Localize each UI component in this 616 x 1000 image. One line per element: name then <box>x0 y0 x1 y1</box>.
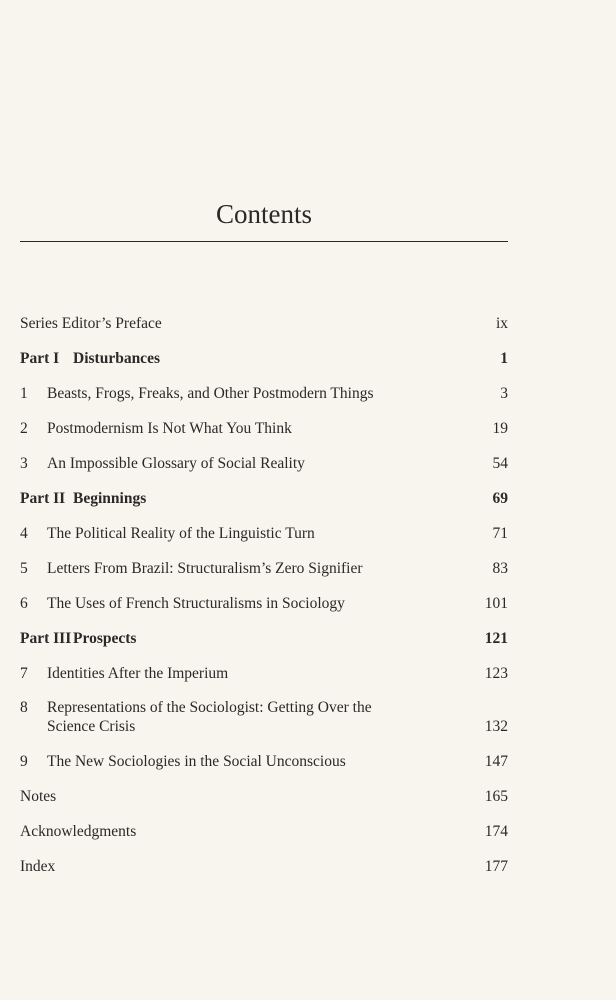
toc-entry-title: Postmodernism Is Not What You Think <box>47 420 292 437</box>
toc-entry-title: Index <box>20 858 56 875</box>
toc-entry-page: 123 <box>484 665 508 682</box>
toc-chapter-8[interactable] <box>20 698 508 736</box>
toc-entry-page: 54 <box>492 455 508 472</box>
toc-chapter-4[interactable] <box>20 524 508 543</box>
toc-entry-page: 101 <box>484 595 508 612</box>
toc-entry-page: 132 <box>484 718 508 735</box>
toc-chapter-number: 9 <box>20 753 28 770</box>
toc-entry-title: Letters From Brazil: Structuralism’s Zero Signifier <box>47 560 363 577</box>
toc-entry-page: 121 <box>484 630 508 647</box>
toc-entry-title: Series Editor’s Preface <box>20 315 162 332</box>
toc-entry-page: 147 <box>484 753 508 770</box>
toc-chapter-2[interactable] <box>20 419 508 438</box>
toc-chapter-number: 2 <box>20 420 28 437</box>
toc-chapter-number: 3 <box>20 455 28 472</box>
toc-entry-title: Representations of the Sociologist: Getting Over the <box>47 699 372 716</box>
toc-entry-title: An Impossible Glossary of Social Reality <box>47 455 305 472</box>
toc-chapter-5[interactable] <box>20 559 508 578</box>
toc-part-label: Part III <box>20 630 72 647</box>
toc-part-title: Prospects <box>73 630 137 647</box>
toc-entry-title: The Uses of French Structuralisms in Sociology <box>47 595 345 612</box>
toc-entry-page: 71 <box>492 525 508 542</box>
toc-entry-page: 83 <box>492 560 508 577</box>
toc-part-title: Beginnings <box>73 490 147 507</box>
toc-chapter-9[interactable] <box>20 752 508 771</box>
toc-entry-page: 3 <box>500 385 508 402</box>
toc-entry-title: Beasts, Frogs, Freaks, and Other Postmodern Things <box>47 385 374 402</box>
page-title: Contents <box>215 199 312 229</box>
page-title-container <box>20 196 508 232</box>
toc-chapter-number: 7 <box>20 665 28 682</box>
toc-chapter-number: 5 <box>20 560 28 577</box>
toc-part-title: Disturbances <box>73 350 160 367</box>
toc-entry-title: The Political Reality of the Linguistic Turn <box>47 525 315 542</box>
toc-entry-title-continued: Science Crisis <box>47 718 136 735</box>
toc-part-label: Part I <box>20 350 60 367</box>
toc-chapter-7[interactable] <box>20 664 508 683</box>
toc-entry-title: Acknowledgments <box>20 823 137 840</box>
toc-chapter-number: 6 <box>20 595 28 612</box>
toc-entry-page: 69 <box>492 490 508 507</box>
toc-chapter-3[interactable] <box>20 454 508 473</box>
toc-entry-page: 174 <box>484 823 508 840</box>
toc-entry-page: 165 <box>484 788 508 805</box>
toc-chapter-1[interactable] <box>20 384 508 403</box>
toc-entry-title: The New Sociologies in the Social Unconscious <box>47 753 346 770</box>
toc-chapter-number: 8 <box>20 699 28 716</box>
toc-part-label: Part II <box>20 490 66 507</box>
toc-entry-title: Identities After the Imperium <box>47 665 229 682</box>
toc-entry-page: 177 <box>484 858 508 875</box>
title-rule <box>20 241 508 242</box>
toc-chapter-number: 1 <box>20 385 28 402</box>
toc-entry-title: Notes <box>20 788 57 805</box>
toc-entry-page: 19 <box>492 420 508 437</box>
toc-chapter-6[interactable] <box>20 594 508 613</box>
toc-entry-page: ix <box>495 315 508 332</box>
toc-entry-page: 1 <box>500 350 508 367</box>
toc-chapter-number: 4 <box>20 525 28 542</box>
